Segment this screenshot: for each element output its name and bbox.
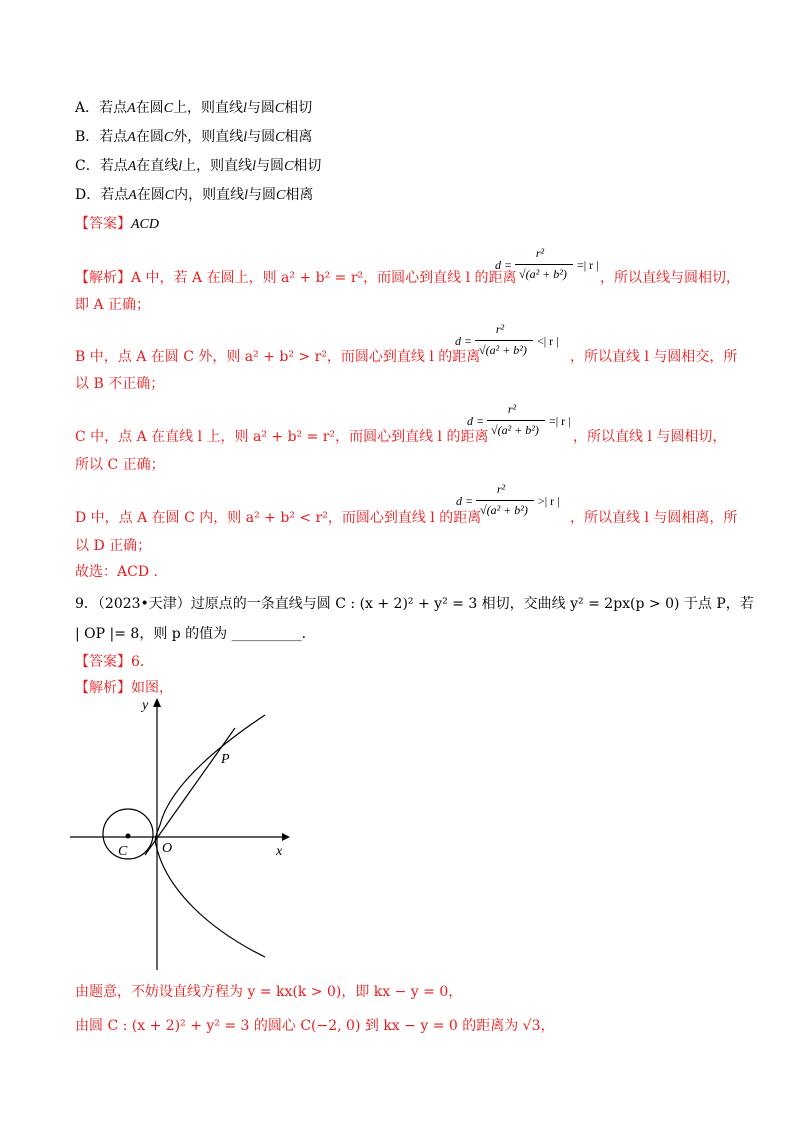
option-c: C．若点A在直线l上，则直线l与圆C相切 (75, 158, 322, 174)
analysis-choice: 故选：ACD . (75, 564, 158, 580)
center-label: C (118, 844, 128, 859)
y-axis-arrow (153, 698, 161, 707)
fraction-3: d = r² √(a² + b²) =| r | (467, 402, 571, 437)
option-b: B．若点A在圆C外，则直线l与圆C相离 (75, 129, 313, 145)
circle-center (126, 834, 131, 839)
analysis-d-line1: D 中，点 A 在圆 C 内，则 a² + b² < r²，而圆心到直线 l 的距离 (75, 510, 482, 526)
x-axis-label: x (276, 844, 283, 859)
analysis-2: 【解析】如图， (75, 680, 173, 696)
analysis-a-line1-end: ，所以直线与圆相切， (600, 270, 740, 286)
fraction-4: d = r² √(a² + b²) >| r | (456, 482, 560, 517)
analysis-b-line1-end: ，所以直线 l 与圆相交，所 (570, 349, 738, 365)
x-axis-arrow (282, 833, 290, 841)
figure-parabola-circle (70, 695, 300, 975)
analysis-d-line1-end: ，所以直线 l 与圆相离，所 (570, 510, 738, 526)
analysis-a-line1: 【解析】A 中，若 A 在圆上，则 a² + b² = r²，而圆心到直线 l 的距离 (75, 270, 517, 286)
answer-1: 【答案】ACD (75, 216, 159, 232)
option-d: D．若点A在圆C内，则直线l与圆C相离 (75, 187, 314, 203)
solution-line2: 由圆 C : (x + 2)² + y² = 3 的圆心 C(−2, 0) 到 kx − y = 0 的距离为 √3， (75, 1018, 555, 1034)
fraction-2: d = r² √(a² + b²) <| r | (455, 322, 559, 357)
tangent-line (145, 728, 235, 855)
answer-2: 【答案】6. (75, 654, 145, 670)
analysis-c-line2: 所以 C 正确； (75, 457, 165, 473)
analysis-c-line1-end: ，所以直线 l 与圆相切， (573, 429, 727, 445)
analysis-d-line2: 以 D 正确； (75, 538, 152, 554)
question-9-line2: | OP |= 8，则 p 的值为 __________. (75, 626, 307, 642)
point-p-label: P (221, 752, 230, 767)
solution-line1: 由题意，不妨设直线方程为 y = kx(k > 0)，即 kx − y = 0， (75, 984, 463, 1000)
analysis-b-line2: 以 B 不正确； (75, 376, 165, 392)
origin-label: O (162, 841, 173, 856)
parabola-curve (155, 715, 265, 957)
fraction-1: d = r² √(a² + b²) =| r | (495, 246, 599, 281)
analysis-b-line1: B 中，点 A 在圆 C 外，则 a² + b² > r²，而圆心到直线 l 的距离 (75, 349, 481, 365)
question-9-line1: 9．（2023•天津）过原点的一条直线与圆 C : (x + 2)² + y² = 3 相切，交曲线 y² = 2px(p > 0) 于点 P，若 (75, 596, 754, 612)
analysis-a-line2: 即 A 正确； (75, 297, 151, 313)
analysis-c-line1: C 中，点 A 在直线 l 上，则 a² + b² = r²，而圆心到直线 l 的距离 (75, 429, 489, 445)
option-a: A．若点A在圆C上，则直线l与圆C相切 (75, 100, 313, 116)
y-axis-label: y (142, 698, 149, 713)
